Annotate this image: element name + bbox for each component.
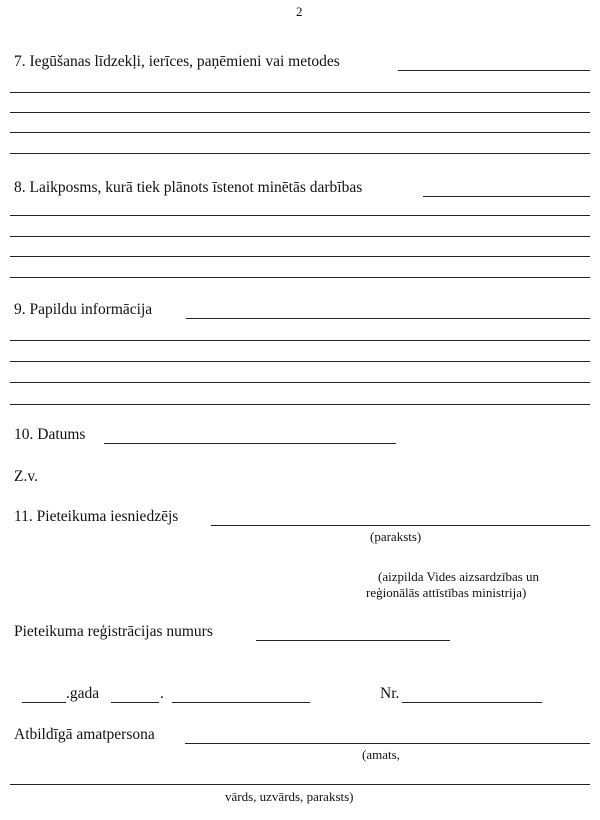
section-9-inline-line[interactable] <box>186 318 590 319</box>
ministry-note-line2: reģionālās attīstības ministrija) <box>366 585 527 600</box>
section-9-line[interactable] <box>10 404 590 405</box>
section-8-line[interactable] <box>10 256 590 257</box>
amats-caption: (amats, <box>362 747 400 762</box>
section-8-line[interactable] <box>10 215 590 216</box>
registration-number-label: Pieteikuma reģistrācijas numurs <box>14 623 213 640</box>
section-8-line[interactable] <box>10 236 590 237</box>
section-8-label: 8. Laikposms, kurā tiek plānots īstenot minētās darbības <box>14 179 363 196</box>
section-8-inline-line[interactable] <box>423 196 590 197</box>
section-9-line[interactable] <box>10 382 590 383</box>
date-dot: . <box>160 685 164 702</box>
date-line[interactable] <box>104 443 396 444</box>
applicant-signature-line[interactable] <box>211 525 590 526</box>
section-9-line[interactable] <box>10 361 590 362</box>
section-9-line[interactable] <box>10 340 590 341</box>
month-line[interactable] <box>172 702 310 703</box>
official-signature-line[interactable] <box>10 784 590 785</box>
section-10-label: 10. Datums <box>14 426 86 443</box>
section-7-line[interactable] <box>10 132 590 133</box>
official-line[interactable] <box>185 743 590 744</box>
gada-label: .gada <box>66 685 100 702</box>
official-signature-caption: vārds, uzvārds, paraksts) <box>225 789 354 804</box>
seal-placeholder: Z.v. <box>14 468 38 485</box>
section-11-label: 11. Pieteikuma iesniedzējs <box>14 508 179 525</box>
section-9-label: 9. Papildu informācija <box>14 301 153 318</box>
year-line[interactable] <box>22 702 66 703</box>
day-line[interactable] <box>111 702 159 703</box>
section-7-label: 7. Iegūšanas līdzekļi, ierīces, paņēmieni vai metodes <box>14 53 340 70</box>
nr-line[interactable] <box>402 702 542 703</box>
official-label: Atbildīgā amatpersona <box>14 726 155 743</box>
section-7-line[interactable] <box>10 112 590 113</box>
nr-label: Nr. <box>380 685 400 702</box>
section-7-line[interactable] <box>10 92 590 93</box>
signature-caption: (paraksts) <box>370 529 422 544</box>
section-8-line[interactable] <box>10 277 590 278</box>
section-7-line[interactable] <box>10 153 590 154</box>
registration-number-line[interactable] <box>256 640 450 641</box>
ministry-note-line1: (aizpilda Vides aizsardzības un <box>378 569 540 584</box>
section-7-inline-line[interactable] <box>398 70 590 71</box>
page-number: 2 <box>296 4 303 19</box>
